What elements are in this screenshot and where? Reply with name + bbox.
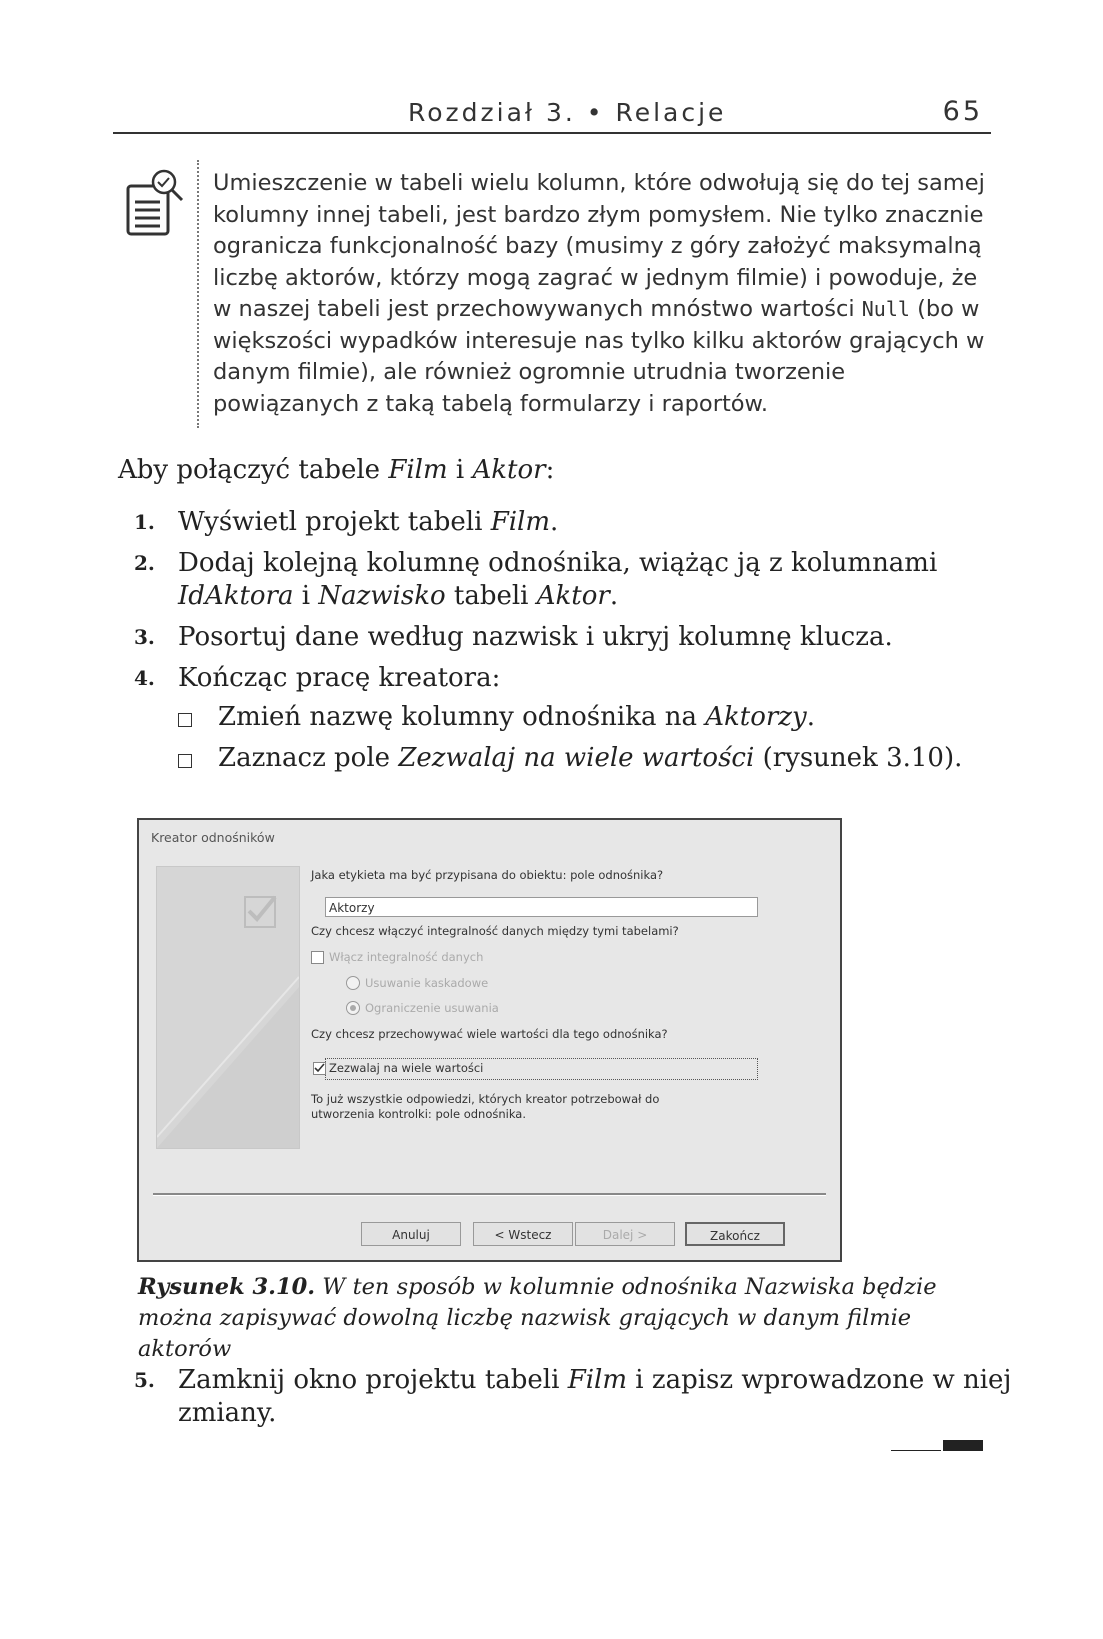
cascade-delete-label: Usuwanie kaskadowe	[365, 976, 489, 990]
label-input[interactable]: Aktorzy	[325, 897, 758, 917]
list-item: Zaznacz pole Zezwalaj na wiele wartości (rysunek 3.10).	[178, 742, 994, 775]
list-item: Zmień nazwę kolumny odnośnika na Aktorzy.	[178, 701, 994, 734]
note-divider	[197, 160, 199, 428]
multi-value-question: Czy chcesz przechowywać wiele wartości dla tego odnośnika?	[311, 1027, 668, 1041]
final-text-line-1: To już wszystkie odpowiedzi, których kreator potrzebował do	[311, 1092, 660, 1106]
footer-rule	[891, 1450, 941, 1451]
cascade-delete-radio[interactable]	[346, 976, 360, 990]
bullet-box-icon	[178, 754, 192, 768]
inline-code: Null	[861, 297, 910, 321]
integrity-checkbox[interactable]	[311, 951, 324, 964]
note-icon	[124, 168, 190, 240]
dialog-separator	[153, 1193, 826, 1196]
bullet-box-icon	[178, 713, 192, 727]
multi-value-label: Zezwalaj na wiele wartości	[329, 1061, 484, 1075]
final-text-line-2: utworzenia kontrolki: pole odnośnika.	[311, 1107, 526, 1121]
page-number: 65	[942, 96, 983, 127]
steps-list	[134, 506, 994, 783]
chapter-title: Rozdział 3. • Relacje	[408, 98, 727, 127]
figure-caption: Rysunek 3.10. W ten sposób w kolumnie odnośnika Nazwiska będzie można zapisywać dowolną liczbę nazwisk grających w danym filmie aktorów	[138, 1274, 937, 1362]
note-text: Umieszczenie w tabeli wielu kolumn, które odwołują się do tej samej kolumny innej tabeli, jest bardzo złym pomysłem. Nie tylko znacznie ogranicza funkcjonalność bazy (musimy z góry założyć maksymalną liczbę aktorów, którzy mogą zagrać w jednym filmie) i powoduje, że w naszej tabeli jest przechowywanych mnóstwo wartości Null (bo w większości wypadków interesuje nas tylko kilku aktorów grających w danym filmie), ale również ogromnie utrudnia tworzenie powiązanych z taką tabelą formularzy i raportów.	[213, 170, 985, 417]
back-button[interactable]: < Wstecz	[473, 1222, 573, 1246]
list-item: 3. Posortuj dane według nazwisk i ukryj kolumnę klucza.	[134, 622, 893, 652]
check-icon	[314, 1063, 325, 1074]
list-item: 2. Dodaj kolejną kolumnę odnośnika, wiążąc ją z kolumnami IdAktora i Nazwisko tabeli Aktor.	[134, 548, 938, 611]
checkmark-illustration-icon	[157, 867, 299, 1148]
next-button[interactable]: Dalej >	[575, 1222, 675, 1246]
restrict-delete-label: Ograniczenie usuwania	[365, 1001, 499, 1015]
list-item: 4. Kończąc pracę kreatora: Zmień nazwę kolumny odnośnika na Aktorzy. Zaznacz pole Zezwalaj na wiele wartości (rysunek 3.10).	[134, 662, 994, 775]
lookup-wizard-dialog	[137, 818, 842, 1262]
cancel-button[interactable]: Anuluj	[361, 1222, 461, 1246]
multi-value-checkbox[interactable]	[313, 1062, 326, 1075]
sub-list	[178, 701, 994, 775]
integrity-checkbox-label: Włącz integralność danych	[329, 950, 484, 964]
page-header	[113, 96, 991, 134]
footer-marker	[943, 1440, 983, 1451]
list-item: 5. Zamknij okno projektu tabeli Film i zapisz wprowadzone w niej zmiany.	[134, 1365, 1012, 1428]
integrity-question: Czy chcesz włączyć integralność danych między tymi tabelami?	[311, 924, 679, 938]
dialog-title: Kreator odnośników	[151, 830, 275, 845]
restrict-delete-radio[interactable]	[346, 1001, 360, 1015]
finish-button[interactable]: Zakończ	[685, 1222, 785, 1246]
label-question: Jaka etykieta ma być przypisana do obiektu: pole odnośnika?	[311, 868, 664, 882]
list-item: 1. Wyświetl projekt tabeli Film.	[134, 507, 559, 537]
intro-paragraph: Aby połączyć tabele Film i Aktor:	[118, 455, 555, 485]
wizard-illustration	[156, 866, 300, 1149]
